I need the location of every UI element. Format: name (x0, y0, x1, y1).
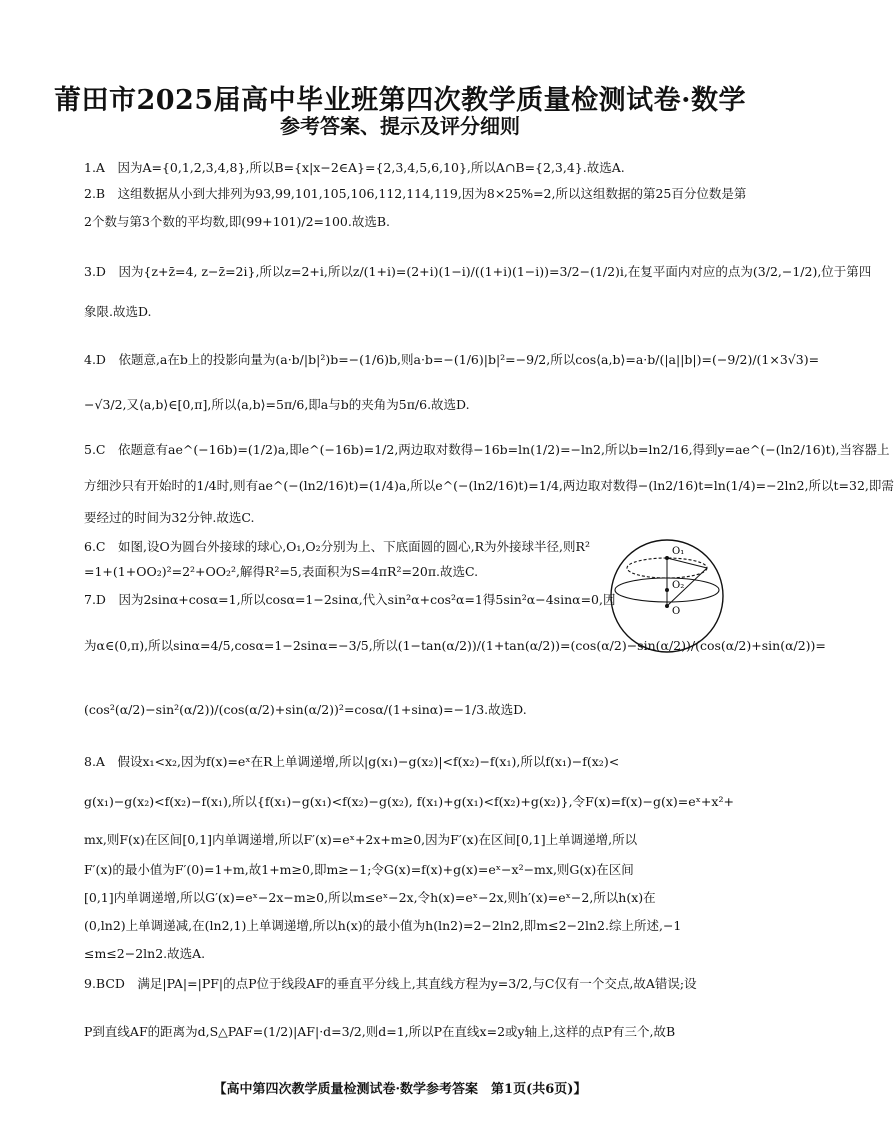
answer-line: 8.A 假设x₁<x₂,因为f(x)=eˣ在R上单调递增,所以|g(x₁)−g(x₂)|<f(x₂)−f(x₁),所以f(x₁)−f(x₂)< (84, 754, 620, 769)
answer-line: P到直线AF的距离为d,S△PAF=(1/2)|AF|·d=3/2,则d=1,所以P在直线x=2或y轴上,这样的点P有三个,故B (84, 1024, 676, 1039)
answer-line: (0,ln2)上单调递减,在(ln2,1)上单调递增,所以h(x)的最小值为h(ln2)=2−2ln2,即m≤2−2ln2.综上所述,−1 (84, 918, 682, 933)
answer-line: −√3/2,又⟨a,b⟩∈[0,π],所以⟨a,b⟩=5π/6,即a与b的夹角为5π/6.故选D. (84, 397, 470, 412)
page-title: 莆田市2025届高中毕业班第四次教学质量检测试卷·数学 (53, 85, 747, 116)
answer-line: [0,1]内单调递增,所以G′(x)=eˣ−2x−m≥0,所以m≤eˣ−2x,令h(x)=eˣ−2x,则h′(x)=eˣ−2,所以h(x)在 (84, 890, 656, 905)
answer-line: 5.C 依题意有ae^(−16b)=(1/2)a,即e^(−16b)=1/2,两边取对数得−16b=ln(1/2)=−ln2,所以b=ln2/16,得到y=ae^(−(ln2/16)t),当容器上 (84, 442, 890, 457)
page-footer: 【高中第四次教学质量检测试卷·数学参考答案 第1页(共6页)】 (213, 1082, 587, 1097)
sphere-figure (608, 518, 726, 668)
answer-line: 6.C 如图,设O为圆台外接球的球心,O₁,O₂分别为上、下底面圆的圆心,R为外接球半径,则R² (84, 539, 590, 554)
label-o1: O₁ (672, 546, 685, 557)
label-o: O (672, 606, 681, 617)
answer-line: 4.D 依题意,a在b上的投影向量为(a·b/|b|²)b=−(1/6)b,则a·b=−(1/6)|b|²=−9/2,所以cos⟨a,b⟩=a·b/(|a||b|)=(−9/2)/(1×3√3)= (84, 352, 820, 367)
answer-line: 7.D 因为2sinα+cosα=1,所以cosα=1−2sinα,代入sin²α+cos²α=1得5sin²α−4sinα=0,因 (84, 592, 616, 607)
label-o2: O₂ (672, 580, 685, 591)
answer-line: g(x₁)−g(x₂)<f(x₂)−f(x₁),所以{f(x₁)−g(x₁)<f(x₂)−g(x₂), f(x₁)+g(x₁)<f(x₂)+g(x₂)},令F(x)=f(x)−g(x)=eˣ+x²+ (84, 794, 734, 809)
answer-line: 为α∈(0,π),所以sinα=4/5,cosα=1−2sinα=−3/5,所以(1−tan(α/2))/(1+tan(α/2))=(cos(α/2)−sin(α/2))/(cos(α/2)+sin(α/2))= (84, 638, 826, 653)
answer-line: 象限.故选D. (84, 304, 152, 319)
answer-line: ≤m≤2−2ln2.故选A. (84, 946, 206, 961)
answer-line: 2个数与第3个数的平均数,即(99+101)/2=100.故选B. (84, 214, 391, 229)
page-subtitle: 参考答案、提示及评分细则 (280, 114, 520, 138)
answer-line: 9.BCD 满足|PA|=|PF|的点P位于线段AF的垂直平分线上,其直线方程为y=3/2,与C仅有一个交点,故A错误;设 (84, 976, 697, 991)
answer-line: (cos²(α/2)−sin²(α/2))/(cos(α/2)+sin(α/2))²=cosα/(1+sinα)=−1/3.故选D. (84, 702, 527, 717)
answer-line: =1+(1+OO₂)²=2²+OO₂²,解得R²=5,表面积为S=4πR²=20π.故选C. (84, 564, 479, 579)
answer-line: 2.B 这组数据从小到大排列为93,99,101,105,106,112,114,119,因为8×25%=2,所以这组数据的第25百分位数是第 (84, 186, 747, 201)
answer-line: F′(x)的最小值为F′(0)=1+m,故1+m≥0,即m≥−1;令G(x)=f(x)+g(x)=eˣ−x²−mx,则G(x)在区间 (84, 862, 634, 877)
answer-line: 3.D 因为{z+z̄=4, z−z̄=2i},所以z=2+i,所以z/(1+i)=(2+i)(1−i)/((1+i)(1−i))=3/2−(1/2)i,在复平面内对应的点为(3/2,−1/2),位于第四 (84, 264, 872, 279)
answer-line: 方细沙只有开始时的1/4时,则有ae^(−(ln2/16)t)=(1/4)a,所以e^(−(ln2/16)t)=1/4,两边取对数得−(ln2/16)t=ln(1/4)=−2ln2,所以t=32,即需 (84, 478, 894, 493)
answer-line: 1.A 因为A={0,1,2,3,4,8},所以B={x|x−2∈A}={2,3,4,5,6,10},所以A∩B={2,3,4}.故选A. (84, 160, 625, 175)
answer-line: mx,则F(x)在区间[0,1]内单调递增,所以F′(x)=eˣ+2x+m≥0,因为F′(x)在区间[0,1]上单调递增,所以 (84, 832, 638, 847)
answer-line: 要经过的时间为32分钟.故选C. (84, 510, 255, 525)
